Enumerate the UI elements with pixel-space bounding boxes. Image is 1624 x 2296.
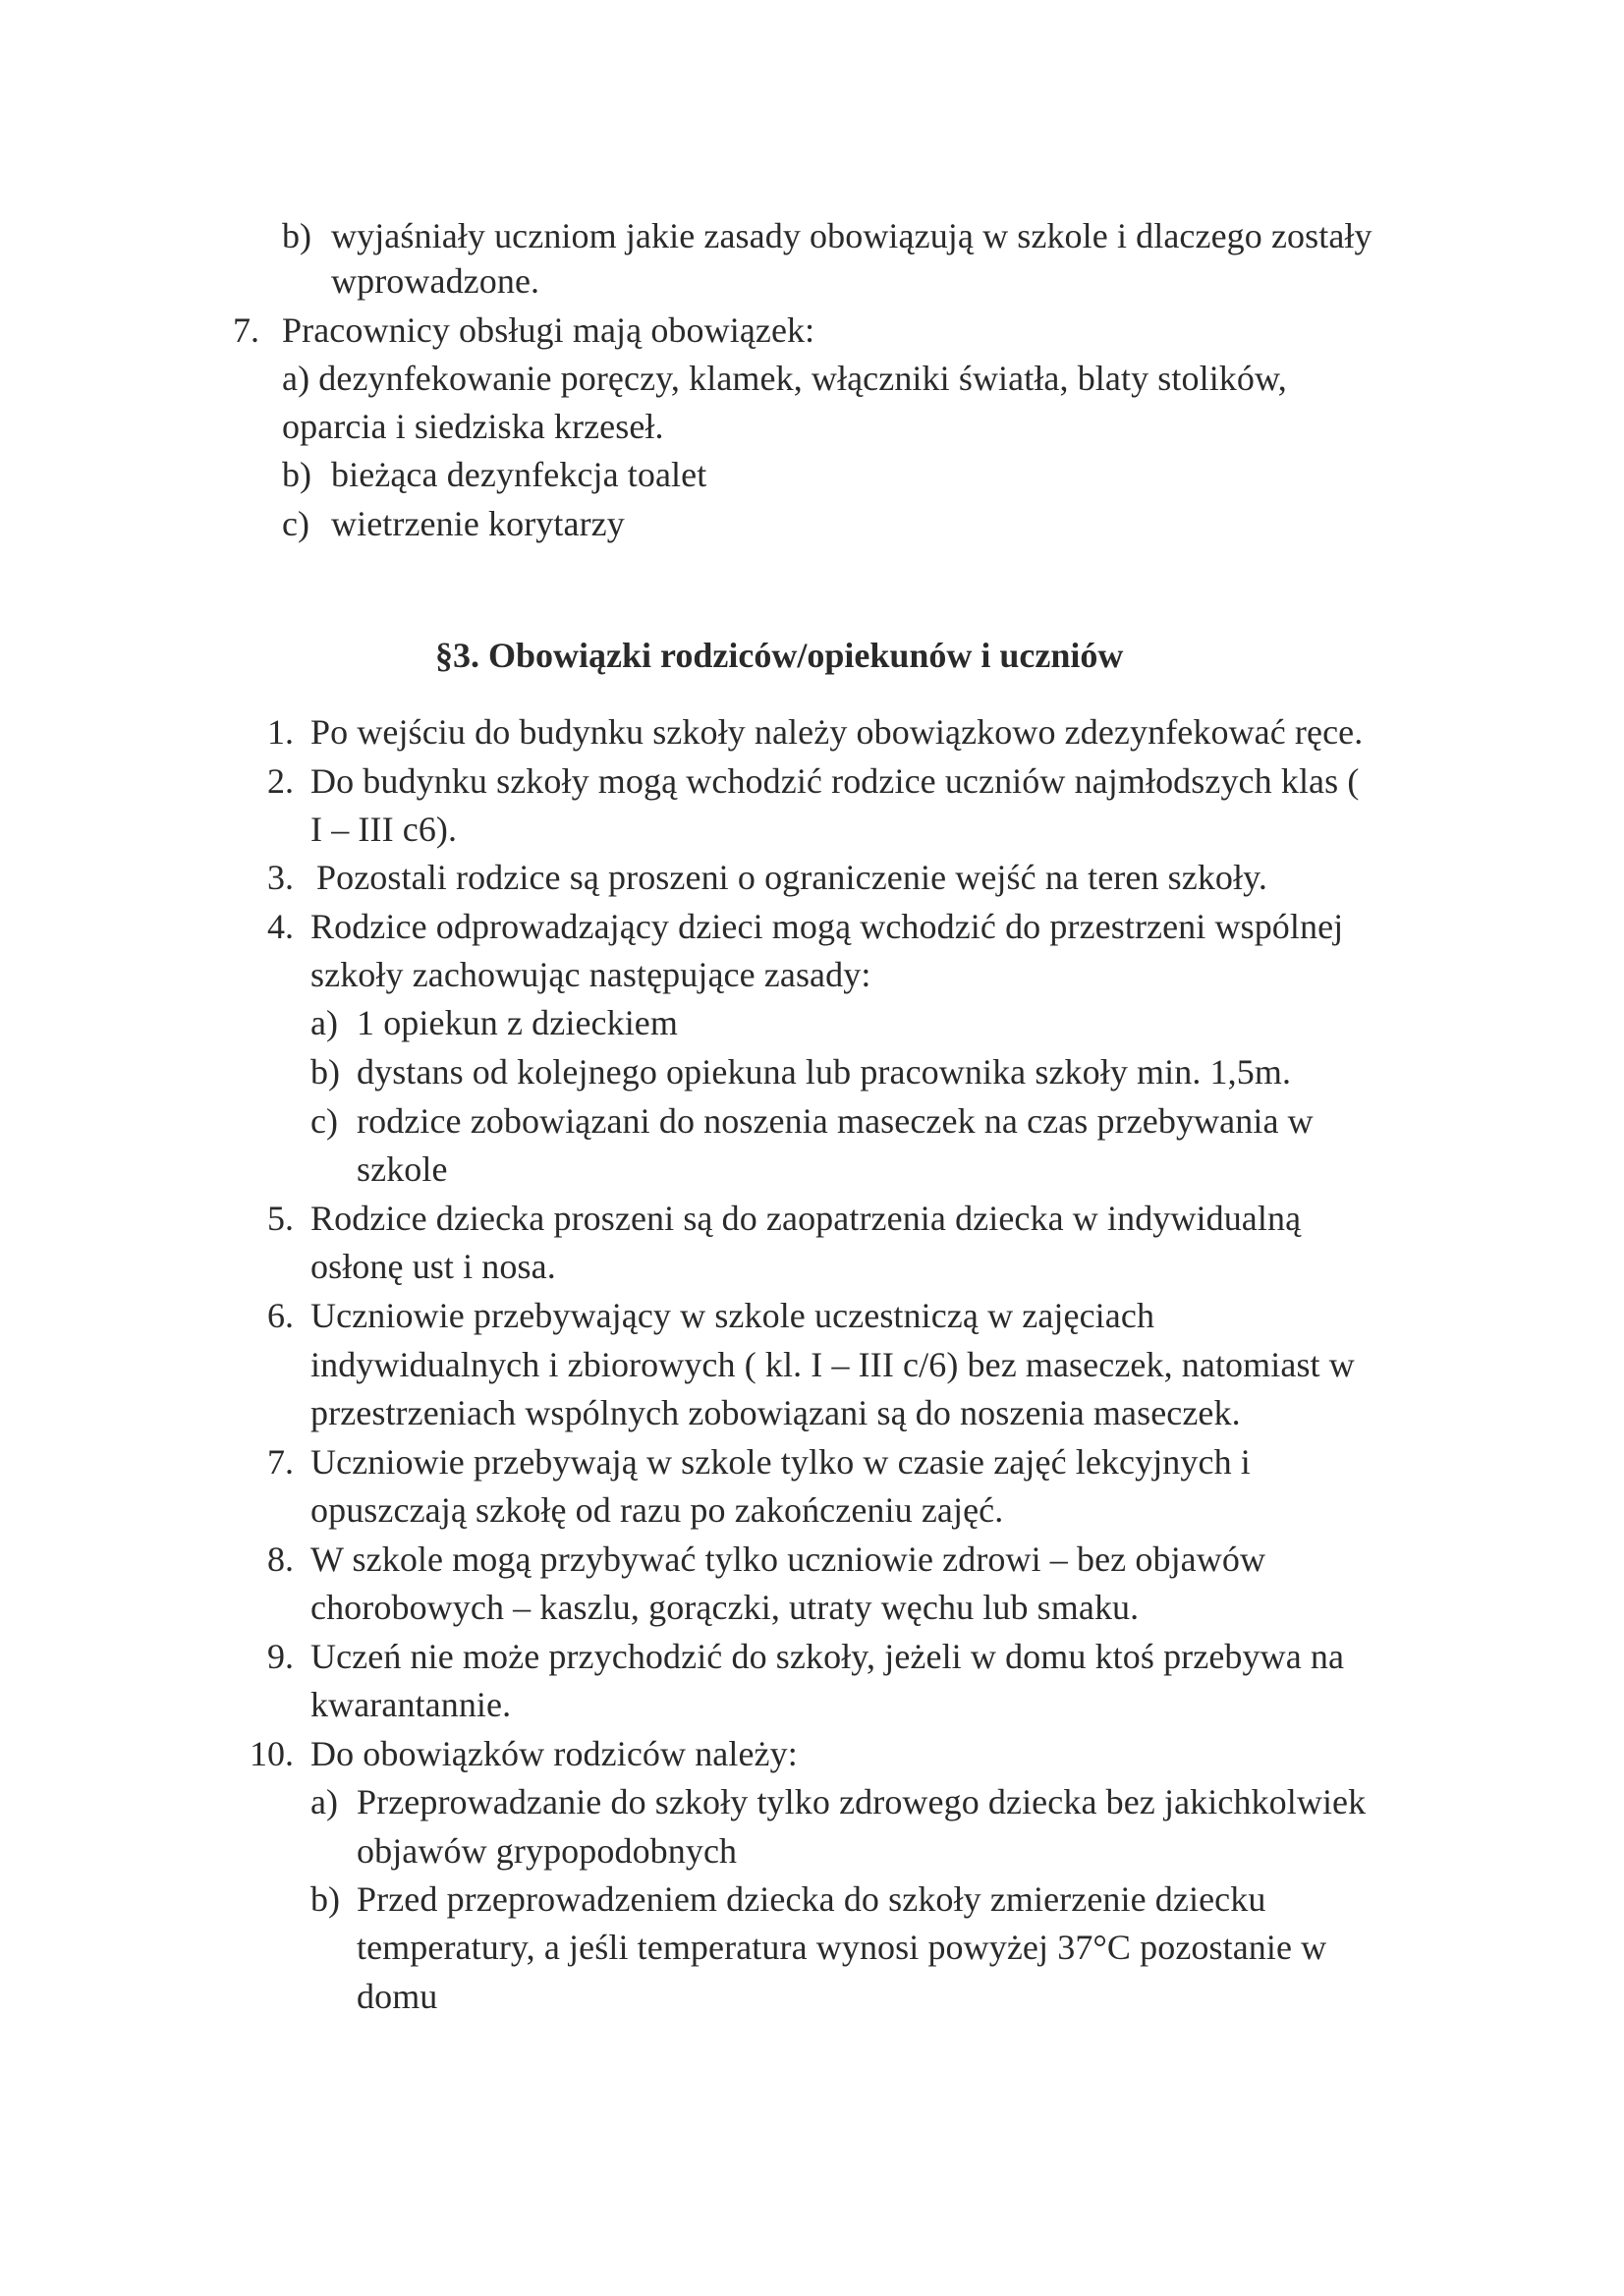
text-line: wietrzenie korytarzy (331, 504, 625, 543)
text-line: oparcia i siedziska krzeseł. (282, 407, 664, 446)
text-line: Do obowiązków rodziców należy: (310, 1734, 798, 1773)
text-line: Do budynku szkoły mogą wchodzić rodzice uczniów najmłodszych klas ( (310, 761, 1360, 801)
text-line: Uczniowie przebywają w szkole tylko w czasie zajęć lekcyjnych i (310, 1442, 1251, 1482)
text-line: chorobowych – kaszlu, gorączki, utraty węchu lub smaku. (310, 1588, 1140, 1627)
list-number: 6. (267, 1296, 294, 1335)
list-label: c) (310, 1101, 338, 1141)
text-line: Pracownicy obsługi mają obowiązek: (282, 310, 815, 350)
text-line: indywidualnych i zbiorowych ( kl. I – III c/6) bez maseczek, natomiast w (310, 1345, 1355, 1384)
text-line: szkoły zachowując następujące zasady: (310, 955, 871, 994)
text-line: wprowadzone. (331, 261, 540, 301)
list-number: 5. (267, 1199, 294, 1238)
text-line: osłonę ust i nosa. (310, 1247, 556, 1286)
text-line: dystans od kolejnego opiekuna lub pracownika szkoły min. 1,5m. (357, 1052, 1292, 1092)
text-line: domu (357, 1977, 438, 2016)
list-number: 10. (250, 1734, 294, 1773)
list-label: a) (310, 1782, 338, 1821)
text-line: szkole (357, 1149, 448, 1189)
list-label: a) (310, 1003, 338, 1042)
text-line: objawów grypopodobnych (357, 1831, 738, 1871)
list-number: 7. (267, 1442, 294, 1482)
list-number: 2. (267, 761, 294, 801)
text-line: a) dezynfekowanie poręczy, klamek, włączniki światła, blaty stolików, (282, 359, 1287, 398)
text-line: temperatury, a jeśli temperatura wynosi powyżej 37°C pozostanie w (357, 1928, 1327, 1967)
text-line: Po wejściu do budynku szkoły należy obowiązkowo zdezynfekować ręce. (310, 712, 1364, 752)
text-line: bieżąca dezynfekcja toalet (331, 455, 707, 494)
list-number: 1. (267, 712, 294, 752)
list-label: b) (310, 1879, 340, 1919)
text-line: rodzice zobowiązani do noszenia maseczek na czas przebywania w (357, 1101, 1314, 1141)
text-line: 1 opiekun z dzieckiem (357, 1003, 678, 1042)
list-number: 8. (267, 1540, 294, 1579)
list-number: 3. (267, 858, 294, 897)
list-label: c) (282, 504, 309, 543)
text-line: Przed przeprowadzeniem dziecka do szkoły zmierzenie dziecku (357, 1879, 1266, 1919)
text-line: W szkole mogą przybywać tylko uczniowie zdrowi – bez objawów (310, 1540, 1266, 1579)
text-line: Przeprowadzanie do szkoły tylko zdrowego dziecka bez jakichkolwiek (357, 1782, 1367, 1821)
list-number: 9. (267, 1637, 294, 1676)
text-line: Uczniowie przebywający w szkole uczestniczą w zajęciach (310, 1296, 1155, 1335)
text-line: Uczeń nie może przychodzić do szkoły, jeżeli w domu ktoś przebywa na (310, 1637, 1345, 1676)
text-line: kwarantannie. (310, 1685, 512, 1724)
list-number: 4. (267, 907, 294, 946)
list-number: 7. (233, 310, 259, 350)
text-line: Pozostali rodzice są proszeni o ograniczenie wejść na teren szkoły. (316, 858, 1267, 897)
list-label: b) (282, 455, 311, 494)
section-heading: §3. Obowiązki rodziców/opiekunów i uczniów (435, 636, 1124, 675)
text-line: wyjaśniały uczniom jakie zasady obowiązują w szkole i dlaczego zostały (331, 216, 1372, 255)
list-label: b) (310, 1052, 340, 1092)
text-line: Rodzice odprowadzający dzieci mogą wchodzić do przestrzeni wspólnej (310, 907, 1344, 946)
text-line: przestrzeniach wspólnych zobowiązani są do noszenia maseczek. (310, 1393, 1241, 1432)
list-label: b) (282, 216, 311, 255)
text-line: Rodzice dziecka proszeni są do zaopatrzenia dziecka w indywidualną (310, 1199, 1302, 1238)
text-line: I – III c6). (310, 810, 458, 849)
text-line: opuszczają szkołę od razu po zakończeniu zajęć. (310, 1490, 1004, 1530)
